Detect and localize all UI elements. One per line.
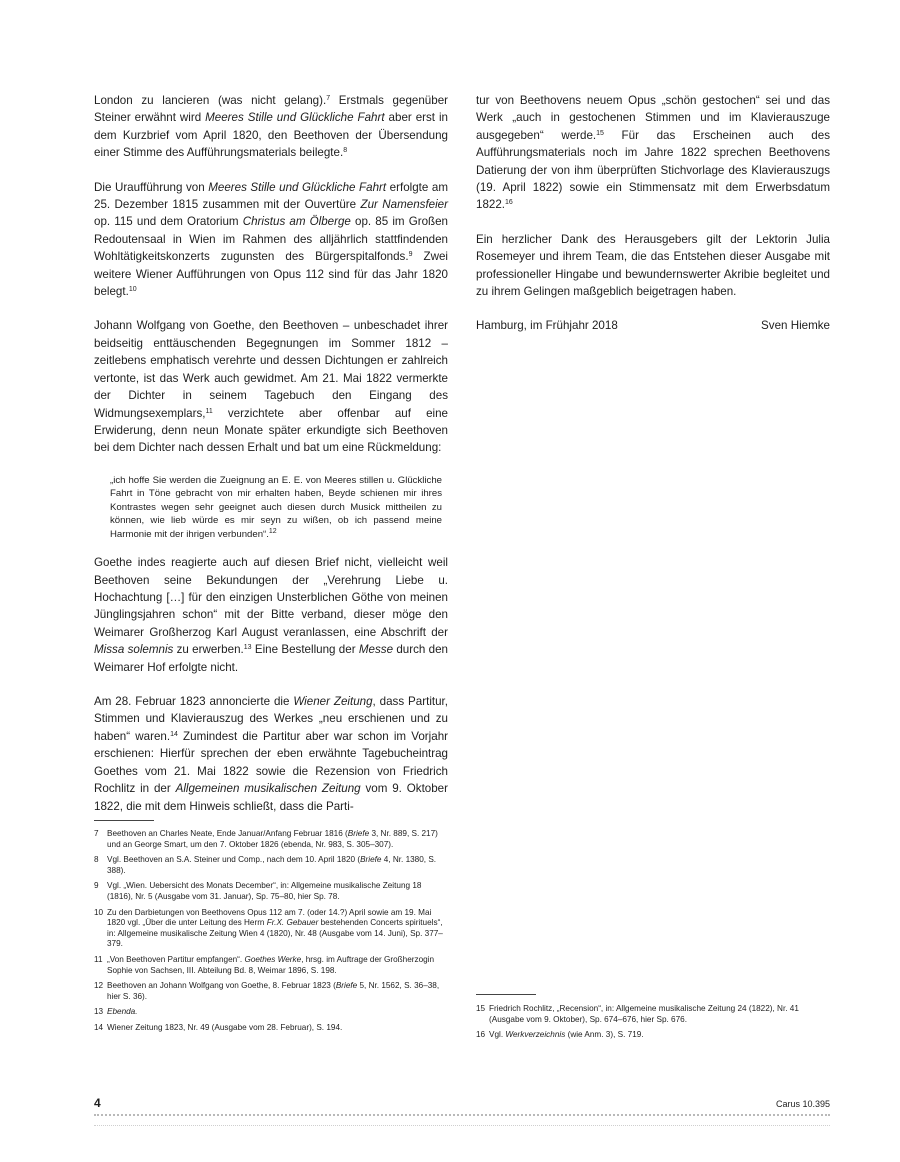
signature-line: [476, 317, 830, 334]
footnote: [94, 981, 448, 1002]
paragraph: Johann Wolfgang von Goethe, den Beethoven – unbeschadet ihrer beidseitig enttäuschenden Begegnungen im Sommer 1812 – zeitlebens emphatisch verehrte und dessen Dichtungen er zahlreich vertonte, ist das Werk auch gewidmet. Am 21. Mai 1822 vermerkte der Dichter in seinem Tagebuch den Eingang des Widmungsexemplars,$^{11}$ verzichtete aber offenbar auf eine Erwiderung, denn neun Monate später erkundigte sich Beethoven bei dem Dichter nach dessen Erhalt und bat um eine Rückmeldung:: [94, 319, 448, 455]
footnote-number: 8: [94, 855, 99, 865]
signature-place-date: Hamburg, im Frühjahr 2018: [476, 319, 618, 333]
footnote: [476, 1030, 830, 1041]
paragraph: Die Uraufführung von Meeres Stille und Glückliche Fahrt erfolgte am 25. Dezember 1815 zusammen mit der Ouvertüre Zur Namensfeier op. 115 und dem Oratorium Christus am Ölberge op. 85 im Großen Redoutensaal in Wien im Rahmen des alljährlich stattfindenden Wohltätigkeitskonzerts zugunsten des Bürgerspitalfonds.$^9$ Zwei weitere Wiener Aufführungen von Opus 112 sind für das Jahr 1820 belegt.$^{10}$: [94, 180, 448, 299]
footnote-text: Vgl. „Wien. Uebersicht des Monats December“, in: Allgemeine musikalische Zeitung 18 (1816), Nr. 5 (Ausgabe vom 31. Januar), Sp. 75–80, hier Sp. 78.: [107, 881, 422, 901]
footnote-text: Friedrich Rochlitz, „Recension“, in: Allgemeine musikalische Zeitung 24 (1822), Nr. 41 (Ausgabe vom 9. Oktober), Sp. 674–676, hier Sp. 676.: [489, 1004, 799, 1024]
footnote-divider: [94, 820, 154, 821]
footnote-ref: 9: [408, 251, 413, 259]
footnote-ref: 7: [326, 95, 331, 102]
footnote-text: Vgl. Beethoven an S.A. Steiner und Comp., nach dem 10. April 1820 (Briefe 4, Nr. 1380, S. 388).: [107, 855, 437, 875]
footnotes-right: [476, 1004, 830, 1046]
footnote-ref: 13: [243, 644, 252, 652]
footnote: [476, 1004, 830, 1025]
paragraph: Goethe indes reagierte auch auf diesen Brief nicht, vielleicht weil Beethoven seine Bekundungen der „Verehrung Liebe u. Hochachtung […] für den einzigen Unsterblichen Göthe von meinen Jünglingsjahren schon“ mit der Bitte verband, dieser möge den Weimarer Großherzog Karl August veranlassen, eine Abschrift der Missa solemnis zu erwerben.$^{13}$ Eine Bestellung der Messe durch den Weimarer Hof erfolgte nicht.: [94, 556, 448, 674]
right-column: [476, 92, 830, 335]
footnote-number: 10: [94, 907, 104, 917]
footnote-number: 11: [94, 954, 103, 964]
paragraph: London zu lancieren (was nicht gelang).$^7$ Erstmals gegenüber Steiner erwähnt wird Meeres Stille und Glückliche Fahrt aber erst in dem Kurzbrief vom April 1820, den Beethoven der Übersendung einer Stimme des Aufführungsmaterials beilegte.$^8$: [94, 94, 449, 160]
footnote: [94, 1023, 448, 1034]
footnote-number: 15: [476, 1004, 486, 1013]
footnote: [94, 881, 448, 902]
footnote-text: Vgl. Werkverzeichnis (wie Anm. 3), S. 719.: [489, 1030, 644, 1040]
footnote: [94, 908, 448, 950]
footnote-text: Wiener Zeitung 1823, Nr. 49 (Ausgabe vom 28. Februar), S. 194.: [107, 1022, 343, 1032]
footnote-ref: 11: [205, 407, 213, 415]
footer-divider: [94, 1114, 830, 1116]
paragraph: Am 28. Februar 1823 annoncierte die Wiener Zeitung, dass Partitur, Stimmen und Klavierauszug des Werkes „neu erschienen und zu haben“ waren.$^{14}$ Zumindest die Partitur aber war schon im Vorjahr erschienen: Hierfür sprechen der eben erwähnte Tagebucheintrag Goethes vom 21. Mai 1822 sowie die Rezension von Friedrich Rochlitz in der Allgemeinen musikalischen Zeitung vom 9. Oktober 1822, die mit dem Hinweis schließt, dass die Parti-: [94, 695, 448, 813]
footnote-text: Beethoven an Johann Wolfgang von Goethe, 8. Februar 1823 (Briefe 5, Nr. 1562, S. 36–38, hier S. 36).: [107, 981, 440, 1001]
footnote: [94, 829, 448, 850]
signature-name: Sven Hiemke: [761, 319, 830, 333]
footnote-number: 9: [94, 881, 99, 891]
footnote-text: Ebenda.: [107, 1007, 138, 1017]
footnote-text: Beethoven an Charles Neate, Ende Januar/Anfang Februar 1816 (Briefe 3, Nr. 889, S. 217) und an George Smart, um den 7. Oktober 1826 (ebenda, Nr. 983, S. 305–307).: [107, 829, 438, 849]
publisher-imprint: Carus 10.395: [775, 1099, 830, 1109]
footnote-ref: 16: [505, 199, 513, 207]
footnote-ref: 12: [268, 527, 277, 535]
footnotes-left: [94, 829, 448, 1039]
footnote-divider: [476, 994, 536, 995]
footnote-number: 16: [476, 1030, 486, 1040]
footer-divider: [94, 1125, 830, 1126]
left-column: [94, 92, 448, 832]
footnote-text: Zu den Darbietungen von Beethovens Opus 112 am 7. (oder 14.?) April sowie am 19. Mai 1820 vgl. „Über die unter Leitung des Herrn Fr.X. Gebauer bestehenden Concerts spirituels“, in: Allgemeine musikalische Zeitung Wien 4 (1820), Nr. 48 (Ausgabe vom 14. Juni), Sp. 377–379.: [107, 907, 443, 949]
footnote: [94, 955, 448, 976]
footnote-number: 12: [94, 981, 104, 991]
footnote-number: 14: [94, 1022, 104, 1032]
acknowledgement-paragraph: Ein herzlicher Dank des Herausgebers gilt der Lektorin Julia Rosemeyer und ihrem Team, die das Entstehen dieser Ausgabe mit professioneller Hingabe und bewundernswerter Akribie begleitet und zu ihrem Gelingen maßgeblich beigetragen haben.: [476, 232, 830, 299]
footnote-number: 13: [94, 1007, 104, 1017]
footnote-ref: 10: [128, 286, 137, 294]
footnote-number: 7: [94, 829, 99, 838]
paragraph: tur von Beethovens neuem Opus „schön gestochen“ sei und das Werk „auch in gestochenen Stimmen und im Klavierauszuge ausgegeben“ werde.$^{15}$ Für das Erscheinen auch des Aufführungsmaterials noch im Jahre 1822 sprechen Beethovens Datierung der von ihm überprüften Stichvorlage des Klavierauszugs (19. April 1822) sowie ein Stimmensatz mit dem Erwerbsdatum 1822.16: [476, 94, 830, 212]
footnote-ref: 8: [343, 147, 348, 155]
footnote-text: „Von Beethoven Partitur empfangen“. Goethes Werke, hrsg. im Auftrage der Großherzogin Sophie von Sachsen, III. Abteilung Bd. 8, Weimar 1896, S. 198.: [107, 954, 435, 975]
footnote-ref: 14: [170, 730, 178, 738]
block-quote: „ich hoffe Sie werden die Zueignung an E. E. von Meeres stillen u. Glückliche Fahrt in Töne gebracht von mir erhalten haben, Beyde schienen mir ihres Kontrastes wegen sehr geeignet auch diesen durch Musick mittheilen zu können, wie lieb würde es mir seyn zu wißen, ob ich passend meine Harmonie mit der ihrigen verbunden“.$^{12}$: [110, 474, 442, 540]
footnote-ref: 15: [596, 129, 604, 137]
footnote: [94, 855, 448, 876]
footnote: [94, 1007, 448, 1018]
page-number: 4: [94, 1096, 101, 1110]
